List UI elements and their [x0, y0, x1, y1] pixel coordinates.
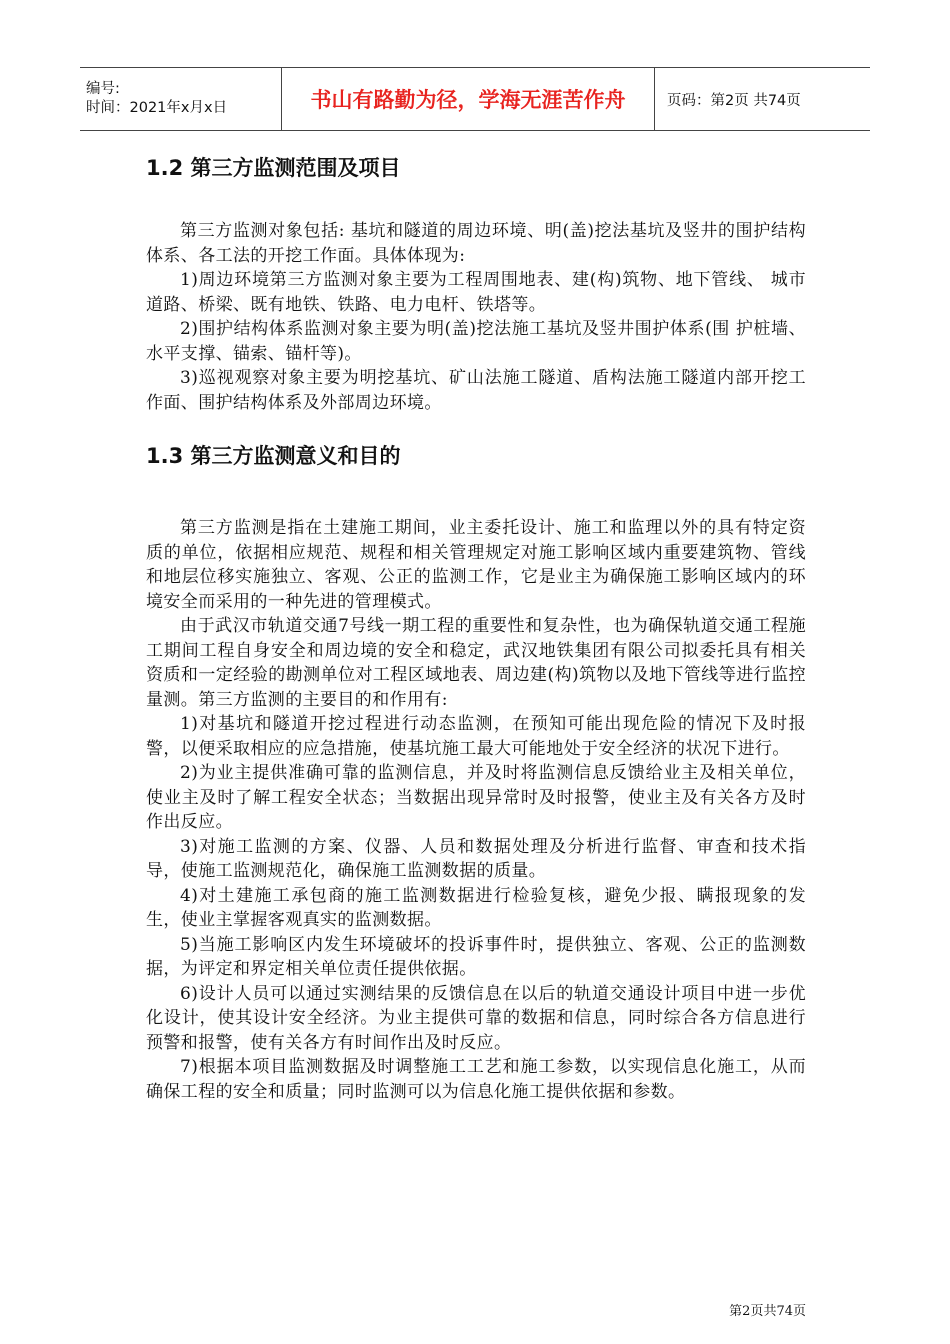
- paragraph: 7)根据本项目监测数据及时调整施工工艺和施工参数，以实现信息化施工，从而确保工程的安全和质量；同时监测可以为信息化施工提供依据和参数。: [146, 1057, 806, 1102]
- paragraph: 第三方监测是指在土建施工期间，业主委托设计、施工和监理以外的具有特定资质的单位，依据相应规范、规程和相关管理规定对施工影响区域内重要建筑物、管线和地层位移实施独立、客观、公正的监测工作，它是业主为确保施工影响区域内的环境安全而采用的一种先进的管理模式。: [146, 518, 806, 612]
- page-header: [80, 67, 870, 131]
- header-motto: 书山有路勤为径，学海无涯苦作舟: [282, 68, 655, 130]
- paragraph: 3)巡视观察对象主要为明挖基坑、矿山法施工隧道、盾构法施工隧道内部开挖工作面、围护结构体系及外部周边环境。: [146, 368, 806, 413]
- document-time-label: 时间：2021年x月x日: [86, 100, 228, 116]
- section-title-purpose: 1.3 第三方监测意义和目的: [146, 444, 401, 468]
- section-title-scope: 1.2 第三方监测范围及项目: [146, 156, 401, 180]
- header-page-info: 页码：第2页 共74页: [667, 92, 801, 109]
- section-purpose-body: [146, 516, 806, 1104]
- paragraph: 1)对基坑和隧道开挖过程进行动态监测，在预知可能出现危险的情况下及时报警，以便采取相应的应急措施，使基坑施工最大可能地处于安全经济的状况下进行。: [146, 714, 806, 759]
- header-meta: [80, 68, 282, 130]
- paragraph: 2)为业主提供准确可靠的监测信息，并及时将监测信息反馈给业主及相关单位，使业主及时了解工程安全状态；当数据出现异常时及时报警，使业主及有关各方及时作出反应。: [146, 763, 806, 832]
- paragraph: 5)当施工影响区内发生环境破坏的投诉事件时，提供独立、客观、公正的监测数据，为评定和界定相关单位责任提供依据。: [146, 934, 806, 979]
- paragraph: 4)对土建施工承包商的施工监测数据进行检验复核，避免少报、瞒报现象的发生，使业主掌握客观真实的监测数据。: [146, 885, 806, 930]
- section-scope-body: [146, 219, 806, 415]
- document-body: [146, 150, 806, 1104]
- paragraph: 1)周边环境第三方监测对象主要为工程周围地表、建(构)筑物、地下管线、 城市道路、桥梁、既有地铁、铁路、电力电杆、铁塔等。: [146, 270, 806, 315]
- paragraph: 由于武汉市轨道交通7号线一期工程的重要性和复杂性，也为确保轨道交通工程施工期间工程自身安全和周边境的安全和稳定，武汉地铁集团有限公司拟委托具有相关资质和一定经验的勘测单位对工程区域地表、周边建(构)筑物以及地下管线等进行监控量测。第三方监测的主要目的和作用有:: [146, 616, 806, 710]
- paragraph: 3)对施工监测的方案、仪器、人员和数据处理及分析进行监督、审查和技术指导，使施工监测规范化，确保施工监测数据的质量。: [146, 836, 806, 881]
- paragraph: 2)围护结构体系监测对象主要为明(盖)挖法施工基坑及竖井围护体系(围 护桩墙、水平支撑、锚索、锚杆等)。: [146, 319, 806, 364]
- paragraph: 6)设计人员可以通过实测结果的反馈信息在以后的轨道交通设计项目中进一步优化设计，使其设计安全经济。为业主提供可靠的数据和信息，同时综合各方信息进行预警和报警，使有关各方有时间作出及时反应。: [146, 983, 806, 1053]
- paragraph: 第三方监测对象包括: 基坑和隧道的周边环境、明(盖)挖法基坑及竖井的围护结构体系、各工法的开挖工作面。具体体现为:: [146, 221, 806, 266]
- page-footer: 第2页共74页: [729, 1304, 806, 1319]
- document-number-label: 编号:: [86, 81, 120, 97]
